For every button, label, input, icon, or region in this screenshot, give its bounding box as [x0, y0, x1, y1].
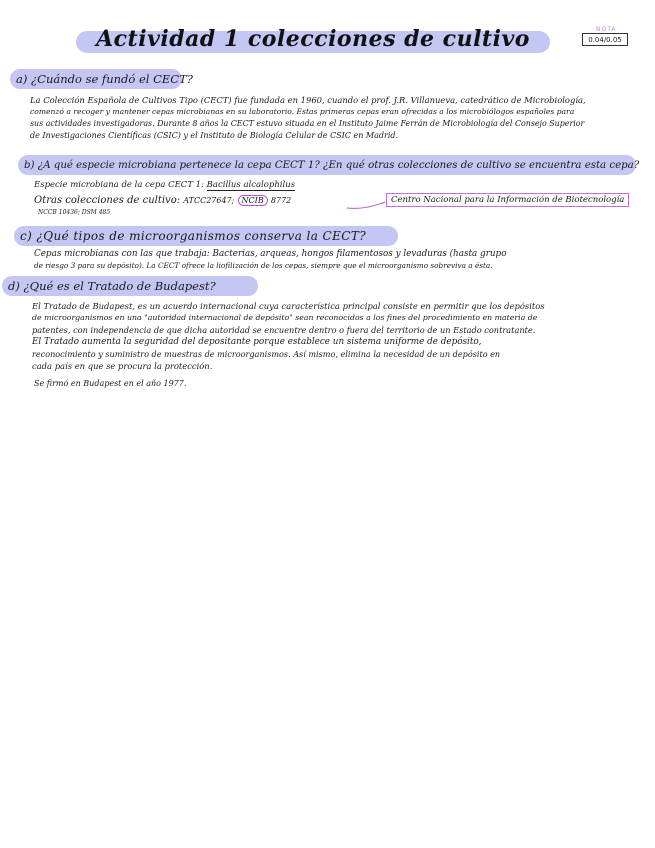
ncib-note: Centro Nacional para la Información de Biotecnología	[386, 193, 629, 207]
answer-c-line-1: Cepas microbianas con las que trabaja: Bacterias, arqueas, hongos filamentosos y levaduras (hasta grupo	[34, 249, 507, 259]
grade-value: 0.04/0.05	[588, 35, 622, 44]
answer-a-line-3: sus actividades investigadoras. Durante 8 años la CECT estuvo situada en el Instituto Jaime Ferrán de Microbiología del Consejo Superior	[30, 119, 585, 128]
signed-note: Se firmó en Budapest en el año 1977.	[34, 379, 187, 388]
collections-value-1: ATCC27647;	[183, 196, 235, 205]
answer-d-line-3: patentes, con independencia de que dicha autoridad se encuentre dentro o fuera del territorio de un Estado contratante.	[32, 325, 536, 335]
answer-d-line-4: El Tratado aumenta la seguridad del depositante porque establece un sistema uniforme de depósito,	[32, 337, 482, 347]
answer-c-line-2: de riesgo 3 para su depósito). La CECT ofrece la liofilización de los cepas, siempre que el microorganismo sobreviva a ésta.	[34, 261, 493, 270]
answer-a-line-4: de Investigaciones Científicas (CSIC) y el Instituto de Biología Celular de CSIC en Madrid.	[30, 131, 399, 140]
question-a-highlight	[10, 69, 193, 89]
question-b-highlight	[18, 155, 640, 175]
grade-label: NOTA	[596, 26, 617, 33]
question-b: b) ¿A qué especie microbiana pertenece la cepa CECT 1? ¿En qué otras colecciones de cultivo se encuentra esta cepa?	[24, 159, 640, 171]
title-highlight	[76, 26, 550, 53]
species-value: Bacillus alcalophilus	[206, 180, 296, 190]
question-c: c) ¿Qué tipos de microorganismos conserva la CECT?	[20, 229, 367, 243]
answer-a-line-1: La Colección Española de Cultivos Tipo (CECT) fue fundada en 1960, cuando el prof. J.R. Villanueva, catedrático de Microbiología,	[30, 95, 586, 105]
answer-d-line-6: cada país en que se procura la protección.	[32, 361, 213, 371]
species-line	[34, 180, 295, 190]
ncib-circled: NCIB	[238, 195, 268, 206]
question-d-highlight	[2, 276, 258, 296]
answer-d-line-5: reconocimiento y suministro de muestras de microorganismos. Así mismo, elimina la necesidad de un depósito en	[32, 349, 501, 359]
collections-value-2: 8772	[270, 196, 292, 205]
species-label: Especie microbiana de la cepa CECT 1:	[34, 180, 204, 190]
answer-d-line-1: El Tratado de Budapest, es un acuerdo internacional cuya característica principal consiste en permitir que los depósitos	[32, 301, 545, 311]
collections-line-2: NCCB 10436; DSM 485	[38, 209, 111, 216]
page-title: Actividad 1 colecciones de cultivo	[96, 26, 530, 52]
annotation-arrow	[345, 196, 387, 212]
answer-a-line-2: comenzó a recoger y mantener cepas microbianas en su laboratorio. Estas primeras cepas eran ofrecidas a los microbiólogos españoles para	[30, 107, 575, 116]
question-c-highlight	[14, 226, 398, 246]
question-a: a) ¿Cuándo se fundó el CECT?	[16, 72, 193, 86]
answer-d-line-2: de microorganismos en una "autoridad internacional de depósito" sean reconocidos a los fines del procedimiento en materia de	[32, 313, 538, 322]
question-d: d) ¿Qué es el Tratado de Budapest?	[8, 279, 216, 293]
collections-line	[34, 195, 291, 206]
collections-label: Otras colecciones de cultivo:	[34, 195, 181, 206]
grade-box	[582, 33, 628, 46]
